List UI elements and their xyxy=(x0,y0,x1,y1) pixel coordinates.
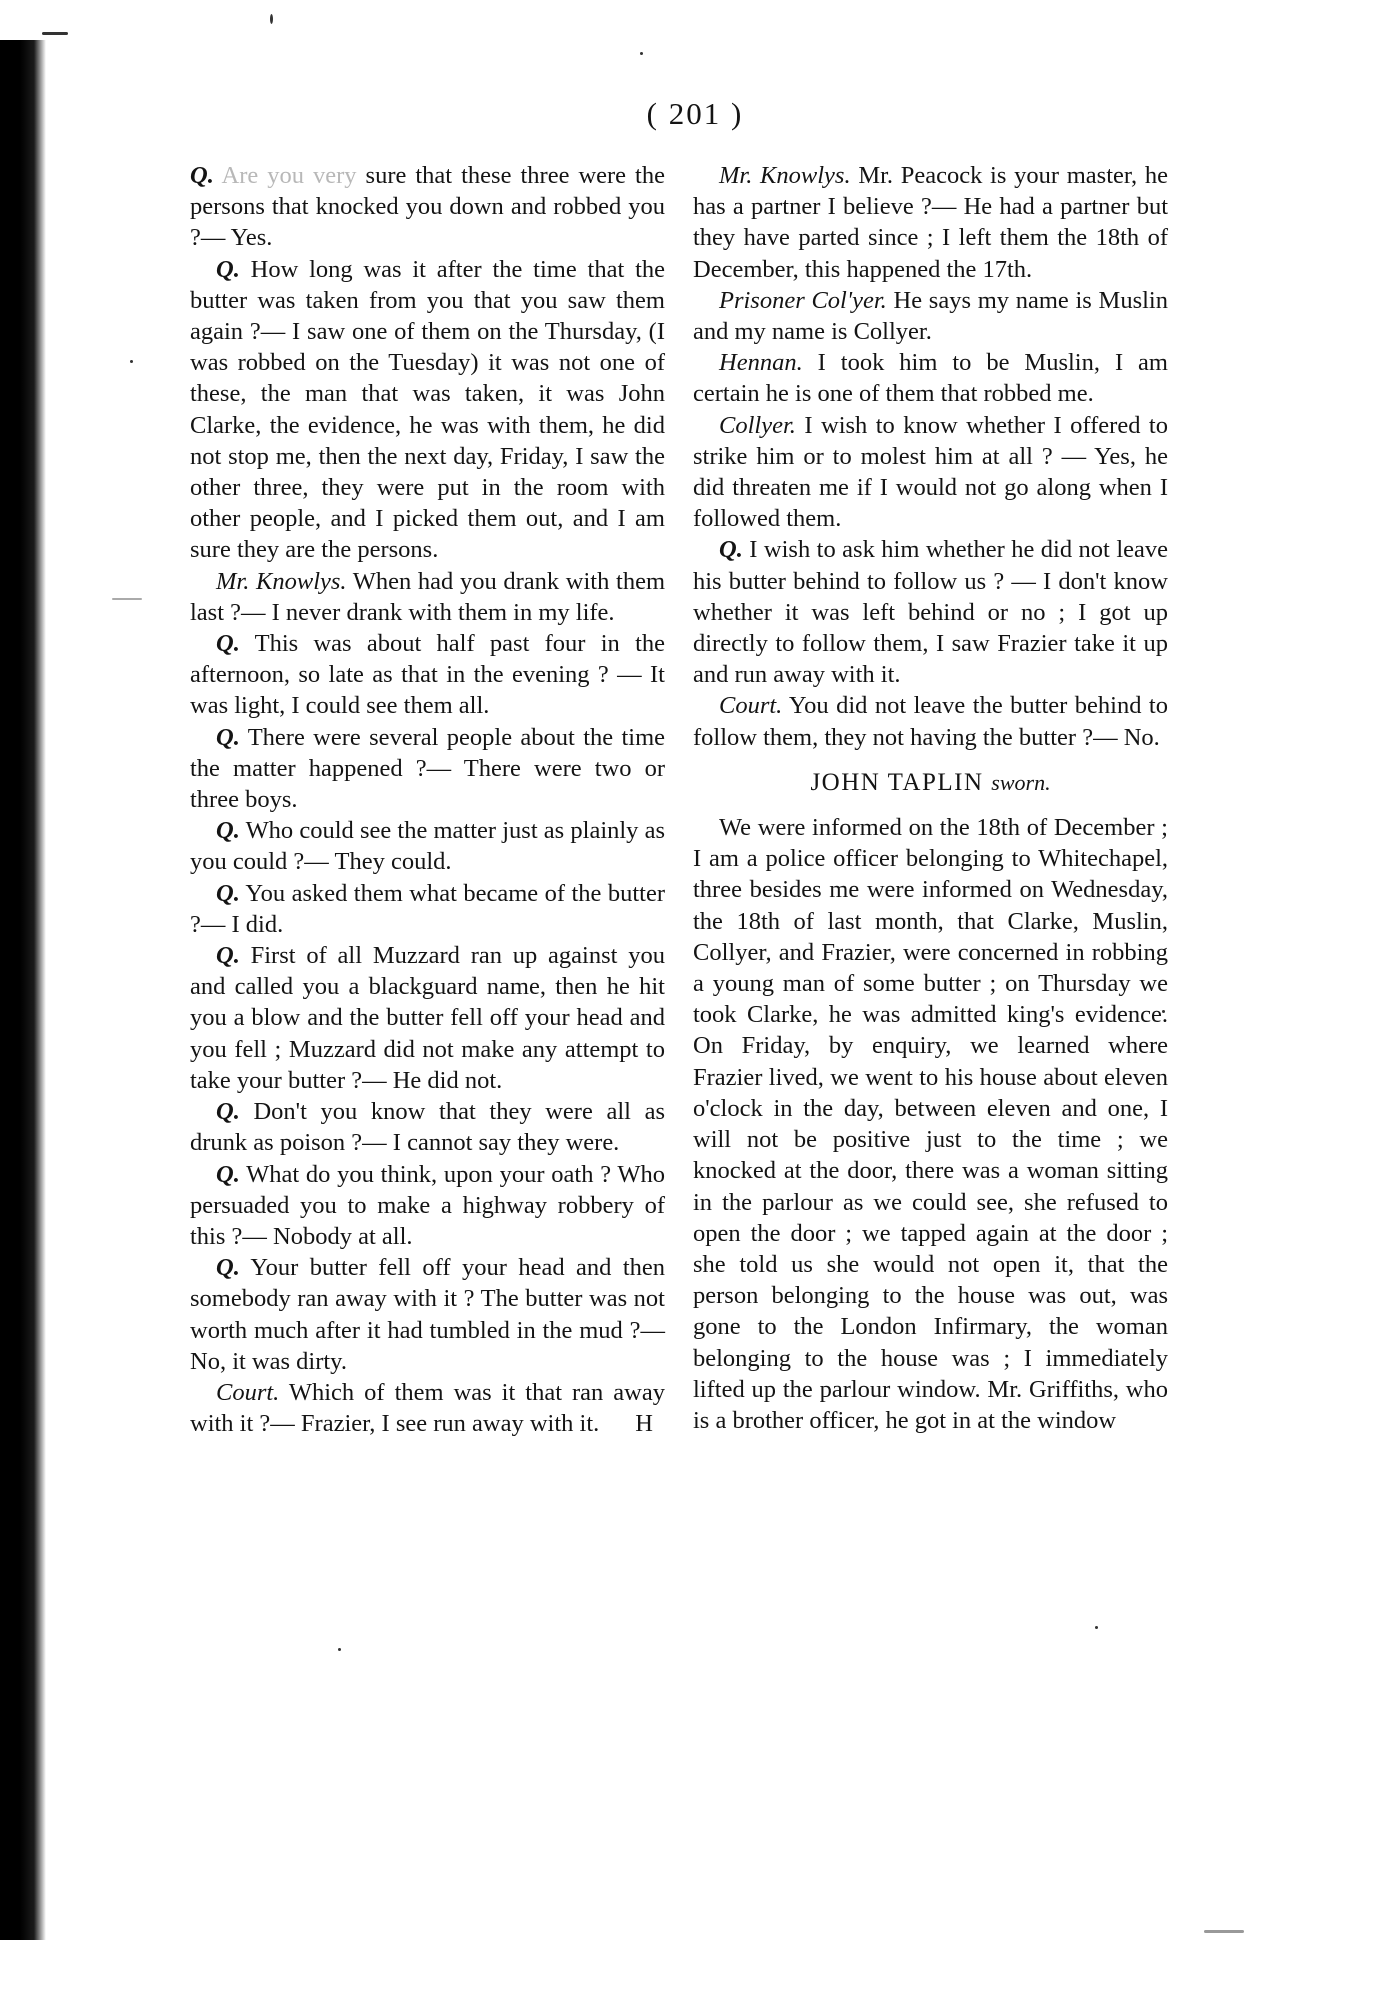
scan-speck xyxy=(1095,1626,1098,1629)
scan-speck xyxy=(338,1648,341,1651)
paragraph-text: First of all Muzzard ran up against you and called you a blackguard name, then he hit you a blow and the butter fell off your head and you fell ; Muzzard did not make any attempt to take your butter ?— He did not. xyxy=(190,942,666,1094)
scan-speck xyxy=(42,32,68,35)
question-marker: Q. xyxy=(216,942,240,970)
speaker-name: Court. xyxy=(216,1378,280,1406)
paragraph xyxy=(190,160,665,254)
question-marker: Q. xyxy=(719,536,743,564)
page-number: ( 201 ) xyxy=(646,96,744,131)
paragraph xyxy=(190,1096,665,1158)
binding-edge xyxy=(0,40,46,1940)
paragraph xyxy=(190,254,665,566)
right-column xyxy=(693,160,1168,1436)
paragraph xyxy=(190,566,665,628)
paragraph-text: How long was it after the time that the butter was taken from you that you saw them again ?— I saw one of them on the Thursday, (I was robbed on the Tuesday) it was not one of these, the man that was taken, it was John Clarke, the evidence, he was with them, he did not stop me, then the next day, Friday, I saw the other three, they were put in the room with other people, and I picked them out, and I am sure they are the persons. xyxy=(190,255,665,564)
question-marker: Q. xyxy=(216,817,240,845)
scan-speck xyxy=(1204,1930,1244,1933)
paragraph xyxy=(190,628,665,722)
question-marker: Q. xyxy=(216,1160,240,1188)
question-marker: Q. xyxy=(216,1254,240,1282)
speaker-name: Hennan. xyxy=(719,349,803,377)
paragraph-text: I wish to ask him whether he did not leave his butter behind to follow us ? — I don't know whether it was left behind or no ; I got up directly to follow them, I saw Frazier take it up and run away with it. xyxy=(693,536,1169,689)
speaker-name: Court. xyxy=(719,692,783,720)
paragraph xyxy=(693,534,1168,690)
paragraph xyxy=(190,878,665,940)
witness-name: JOHN TAPLIN xyxy=(810,768,984,796)
paragraph xyxy=(693,690,1168,752)
paragraph xyxy=(693,347,1168,409)
paragraph-text: I took him to be Muslin, I am certain he is one of them that robbed me. xyxy=(693,349,1168,408)
question-marker: Q. xyxy=(216,879,240,907)
question-marker: Q. xyxy=(190,162,214,189)
paragraph-text: What do you think, upon your oath ? Who persuaded you to make a highway robbery of this ?— Nobody at all. xyxy=(190,1160,665,1250)
sworn-label: sworn. xyxy=(991,769,1051,795)
paragraph-text: Your butter fell off your head and then somebody ran away with it ? The butter was not worth much after it had tumbled in the mud ?— No, it was dirty. xyxy=(190,1254,666,1375)
paragraph-text: Mr. Peacock is your master, he has a partner I believe ?— He had a partner but they have parted since ; I left them the 18th of December, this happened the 17th. xyxy=(693,162,1169,283)
paragraph-text: You did not leave the butter behind to follow them, they not having the butter ?— No. xyxy=(693,692,1168,751)
faded-text: Are you very xyxy=(221,162,357,189)
paragraph-text: This was about half past four in the afternoon, so late as that in the evening ? — It was light, I could see them all. xyxy=(190,630,665,720)
paragraph-text: sure that these three were the persons that knocked you down and robbed you ?— Yes. xyxy=(190,162,665,252)
paragraph-text: Don't you know that they were all as drunk as poison ?— I cannot say they were. xyxy=(190,1098,666,1157)
paragraph xyxy=(190,1377,665,1439)
paragraph xyxy=(190,722,665,816)
speaker-name: Collyer. xyxy=(719,411,796,439)
paragraph-text: Who could see the matter just as plainly as you could ?— They could. xyxy=(190,817,666,876)
paragraph xyxy=(693,285,1168,347)
question-marker: Q. xyxy=(216,255,240,283)
paragraph xyxy=(190,1252,665,1377)
paragraph-text: We were informed on the 18th of December ; I am a police officer belonging to Whitechapel, three besides me were informed on Wednesday, the 18th of last month, that Clarke, Muslin, Collyer, and Frazier, were concerned in robbing a young man of some butter ; on Thursday we took Clarke, he was admitted king's evidence. On Friday, by enquiry, we learned where Frazier lived, we went to his house about eleven o'clock in the day, between eleven and one, I will not be positive just to the time ; we knocked at the door, there was a woman sitting in the parlour as we could see, she refused to open the door ; we tapped again at the door ; she told us she would not open it, that the person belonging to the house was out, was gone to the London Infirmary, the woman belonging to the house was ; I immediately lifted up the parlour window. Mr. Griffiths, who is a brother officer, he got in at the window xyxy=(693,814,1168,1434)
question-marker: Q. xyxy=(216,723,240,751)
paragraph-text: You asked them what became of the butter ?— I did. xyxy=(190,879,665,938)
paragraph-text: When had you drank with them last ?— I never drank with them in my life. xyxy=(190,567,665,626)
paragraph xyxy=(693,160,1168,285)
signature-mark: H xyxy=(635,1410,653,1438)
question-marker: Q. xyxy=(216,1098,240,1126)
paragraph xyxy=(190,940,665,1096)
scan-speck xyxy=(112,598,142,600)
paragraph xyxy=(693,410,1168,535)
paragraph xyxy=(190,815,665,877)
paragraph xyxy=(190,1159,665,1253)
scan-speck xyxy=(270,14,273,24)
paragraph-text: There were several people about the time the matter happened ?— There were two or three boys. xyxy=(190,723,665,814)
scan-speck xyxy=(640,52,643,55)
speaker-name: Mr. Knowlys. xyxy=(719,162,851,189)
speaker-name: Mr. Knowlys. xyxy=(216,567,347,595)
speaker-name: Prisoner Col'yer. xyxy=(719,286,887,314)
paragraph-text: Which of them was it that ran away with it ?— Frazier, I see run away with it. xyxy=(190,1378,665,1438)
paragraph-text: He says my name is Muslin and my name is Collyer. xyxy=(693,286,1168,346)
left-column xyxy=(190,160,665,1439)
question-marker: Q. xyxy=(216,630,240,658)
scan-speck xyxy=(130,360,133,363)
paragraph-text: I wish to know whether I offered to strike him or to molest him at all ? — Yes, he did threaten me if I would not go along when I followed them. xyxy=(693,411,1168,533)
paragraph xyxy=(693,812,1168,1436)
witness-heading xyxy=(693,767,1168,798)
